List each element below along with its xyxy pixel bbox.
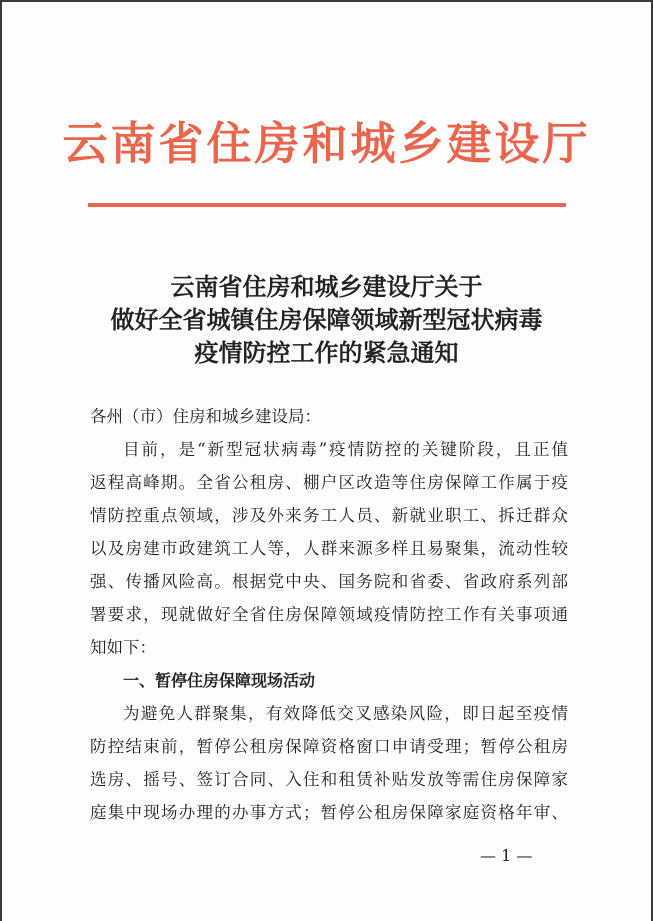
paragraph-line: 选房、摇号、签订合同、入住和租赁补贴发放等需住房保障家 [90,770,568,789]
paragraph-line: 强、传播风险高。根据党中央、国务院和省委、省政府系列部 [90,572,568,591]
document-body [90,400,568,829]
paragraph-line: 知如下： [90,638,156,657]
salutation: 各州（市）住房和城乡建设局： [90,407,321,426]
paragraph-line: 防控结束前，暂停公租房保障资格窗口申请受理；暂停公租房 [90,737,568,756]
paragraph-line: 以及房建市政建筑工人等，人群来源多样且易聚集，流动性较 [90,539,568,558]
header-red-rule [88,203,566,207]
title-line-3: 疫情防控工作的紧急通知 [194,338,459,367]
paragraph-line: 情防控重点领域，涉及外来务工人员、新就业职工、拆迁群众 [90,506,568,525]
document-title [0,270,653,369]
paragraph-line: 目前，是“新型冠状病毒”疫情防控的关键阶段，且正值 [123,440,568,459]
title-line-1: 云南省住房和城乡建设厅关于 [170,272,483,301]
paragraph-line: 署要求，现就做好全省住房保障领域疫情防控工作有关事项通 [90,605,568,624]
paragraph-line: 庭集中现场办理的办事方式；暂停公租房保障家庭资格年审、 [90,803,568,822]
title-line-2: 做好全省城镇住房保障领域新型冠状病毒 [110,305,543,334]
paragraph-line: 为避免人群聚集，有效降低交叉感染风险，即日起至疫情 [123,704,568,723]
paragraph-line: 返程高峰期。全省公租房、棚户区改造等住房保障工作属于疫 [90,473,568,492]
issuer-header: 云南省住房和城乡建设厅 [62,117,591,170]
section-heading: 一、暂停住房保障现场活动 [123,671,316,690]
scan-border-top [0,0,653,2]
page-number: — 1 — [480,846,533,865]
